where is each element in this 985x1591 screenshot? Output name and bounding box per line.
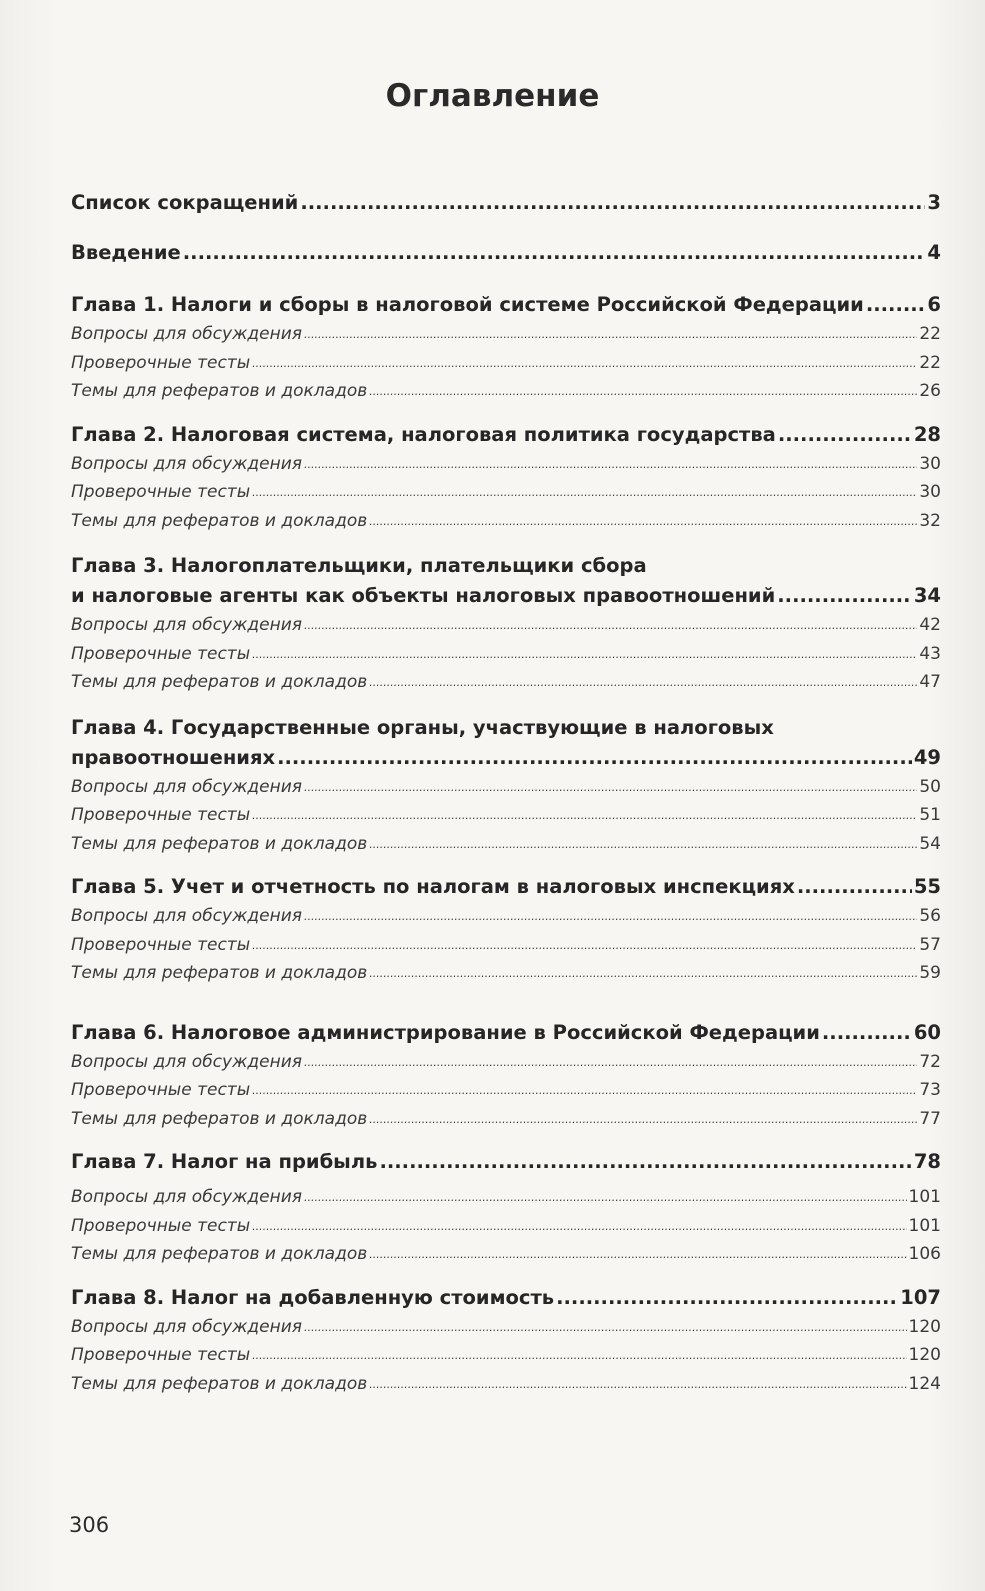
toc-subentry[interactable]: [71, 1212, 941, 1241]
toc-page-number: 6: [927, 293, 941, 316]
toc-page-number: 30: [919, 453, 941, 474]
toc-chapter-3[interactable]: [71, 551, 941, 611]
toc-subentry[interactable]: [71, 507, 941, 536]
toc-subentry[interactable]: [71, 1183, 941, 1212]
toc-subentry[interactable]: [71, 801, 941, 830]
toc-subentry[interactable]: [71, 640, 941, 669]
subentry-label: Проверочные тесты: [71, 1345, 251, 1365]
subentry-label: Темы для рефератов и докладов: [71, 672, 368, 692]
chapter-title: Глава 2. Налоговая система, налоговая политика государства: [71, 422, 776, 446]
subentry-label: Проверочные тесты: [71, 934, 251, 955]
dot-leader: [304, 1313, 907, 1342]
toc-subentry[interactable]: [71, 377, 941, 406]
dot-leader: [797, 872, 912, 902]
toc-page-number: 22: [919, 324, 941, 344]
subentry-label: Проверочные тесты: [71, 1080, 251, 1100]
chapter-title-line: правоотношениях: [71, 745, 276, 769]
dot-leader: [369, 668, 917, 697]
chapter-title-line: Глава 4. Государственные органы, участвующие в налоговых: [71, 715, 774, 739]
toc-subentry[interactable]: [71, 931, 941, 960]
subentry-label: Темы для рефератов и докладов: [71, 1244, 368, 1264]
toc-subentry[interactable]: [71, 902, 941, 931]
dot-leader: [252, 478, 917, 507]
toc-subentry[interactable]: [71, 1076, 941, 1105]
toc-subentry[interactable]: [71, 1105, 941, 1134]
toc-page-number: 55: [913, 875, 941, 898]
toc-page-number: 50: [919, 776, 941, 797]
dot-leader: [252, 1076, 917, 1105]
subentry-label: Проверочные тесты: [71, 805, 251, 825]
toc-page-number: 59: [919, 963, 941, 983]
toc-chapter-8[interactable]: [71, 1283, 941, 1313]
toc-page-number: 120: [908, 1345, 941, 1365]
toc-entry-introduction[interactable]: [71, 238, 941, 268]
dot-leader: [252, 1212, 906, 1241]
dot-leader: [369, 1370, 906, 1399]
toc-page-number: 49: [913, 745, 941, 769]
page-number: 306: [69, 1513, 110, 1537]
dot-leader: [778, 420, 912, 450]
dot-leader: [252, 1341, 906, 1370]
toc-chapter-5[interactable]: [71, 872, 941, 902]
toc-page-number: 101: [908, 1187, 941, 1207]
toc-page-number: 57: [919, 934, 941, 955]
chapter-title: Глава 6. Налоговое администрирование в Российской Федерации: [71, 1020, 820, 1044]
toc-page-number: 51: [919, 805, 941, 825]
dot-leader: [369, 830, 917, 859]
toc-entry-label: Введение: [71, 241, 181, 264]
subentry-label: Проверочные тесты: [71, 352, 251, 373]
toc-subentry[interactable]: [71, 1048, 941, 1077]
toc-subentry[interactable]: [71, 1341, 941, 1370]
dot-leader: [277, 743, 912, 773]
toc-page-number: 60: [913, 1020, 941, 1044]
chapter-title: Глава 1. Налоги и сборы в налоговой системе Российской Федерации: [71, 293, 864, 316]
toc-page-number: 28: [913, 422, 941, 446]
table-of-contents: [71, 188, 941, 1398]
toc-page-number: 124: [908, 1373, 941, 1394]
dot-leader: [304, 773, 917, 802]
toc-page-number: 26: [919, 381, 941, 401]
dot-leader: [252, 349, 917, 378]
dot-leader: [252, 640, 917, 669]
toc-subentry[interactable]: [71, 320, 941, 349]
toc-page-number: 54: [919, 833, 941, 854]
toc-chapter-4[interactable]: [71, 713, 941, 773]
dot-leader: [183, 238, 926, 268]
dot-leader: [304, 611, 917, 640]
subentry-label: Вопросы для обсуждения: [71, 453, 303, 474]
toc-page-number: 107: [900, 1285, 941, 1309]
chapter-title: Глава 5. Учет и отчетность по налогам в налоговых инспекциях: [71, 875, 795, 898]
toc-chapter-6[interactable]: [71, 1018, 941, 1048]
dot-leader: [252, 801, 917, 830]
toc-page-number: 72: [919, 1051, 941, 1072]
subentry-label: Темы для рефератов и докладов: [71, 833, 368, 854]
dot-leader: [304, 320, 917, 349]
dot-leader: [304, 902, 917, 931]
toc-page-number: 30: [919, 482, 941, 502]
toc-page-number: 3: [927, 191, 941, 214]
subentry-label: Вопросы для обсуждения: [71, 1316, 303, 1337]
subentry-label: Проверочные тесты: [71, 643, 251, 664]
subentry-label: Темы для рефератов и докладов: [71, 1373, 368, 1394]
toc-page-number: 47: [919, 672, 941, 692]
subentry-label: Вопросы для обсуждения: [71, 1187, 303, 1207]
toc-page-number: 56: [919, 906, 941, 926]
dot-leader: [379, 1147, 911, 1177]
toc-page-number: 120: [908, 1316, 941, 1337]
dot-leader: [556, 1283, 898, 1313]
page-title: Оглавление: [385, 78, 600, 114]
subentry-label: Вопросы для обсуждения: [71, 324, 303, 344]
dot-leader: [304, 450, 917, 479]
chapter-title: Глава 8. Налог на добавленную стоимость: [71, 1285, 555, 1309]
subentry-label: Темы для рефератов и докладов: [71, 510, 368, 531]
dot-leader: [369, 959, 917, 988]
toc-page-number: 22: [919, 352, 941, 373]
toc-page-number: 42: [919, 615, 941, 635]
toc-subentry[interactable]: [71, 1240, 941, 1269]
subentry-label: Проверочные тесты: [71, 1215, 251, 1236]
subentry-label: Вопросы для обсуждения: [71, 615, 303, 635]
toc-page-number: 73: [919, 1080, 941, 1100]
toc-subentry[interactable]: [71, 1313, 941, 1342]
toc-chapter-1[interactable]: [71, 290, 941, 320]
toc-subentry[interactable]: [71, 959, 941, 988]
toc-subentry[interactable]: [71, 773, 941, 802]
subentry-label: Проверочные тесты: [71, 482, 251, 502]
dot-leader: [822, 1018, 912, 1048]
dot-leader: [866, 290, 926, 320]
chapter-title: Глава 7. Налог на прибыль: [71, 1150, 378, 1173]
toc-page-number: 34: [913, 584, 941, 607]
toc-subentry[interactable]: [71, 478, 941, 507]
dot-leader: [369, 1240, 906, 1269]
toc-page-number: 101: [908, 1215, 941, 1236]
toc-entry-label: Список сокращений: [71, 191, 299, 214]
toc-page-number: 78: [913, 1150, 941, 1173]
dot-leader: [369, 1105, 917, 1134]
toc-entry-abbreviations[interactable]: [71, 188, 941, 218]
subentry-label: Вопросы для обсуждения: [71, 906, 303, 926]
subentry-label: Вопросы для обсуждения: [71, 776, 303, 797]
dot-leader: [777, 581, 912, 611]
toc-page-number: 43: [919, 643, 941, 664]
toc-subentry[interactable]: [71, 349, 941, 378]
toc-page-number: 32: [919, 510, 941, 531]
dot-leader: [252, 931, 917, 960]
toc-subentry[interactable]: [71, 830, 941, 859]
toc-page-number: 77: [919, 1108, 941, 1129]
toc-subentry[interactable]: [71, 611, 941, 640]
chapter-title-line: Глава 3. Налогоплательщики, плательщики сбора: [71, 554, 647, 577]
subentry-label: Темы для рефератов и докладов: [71, 963, 368, 983]
dot-leader: [369, 507, 917, 536]
dot-leader: [304, 1183, 907, 1212]
subentry-label: Темы для рефератов и докладов: [71, 1108, 368, 1129]
subentry-label: Темы для рефератов и докладов: [71, 381, 368, 401]
toc-page-number: 106: [908, 1244, 941, 1264]
chapter-title-line: и налоговые агенты как объекты налоговых правоотношений: [71, 584, 776, 607]
toc-subentry[interactable]: [71, 450, 941, 479]
dot-leader: [300, 188, 925, 218]
toc-chapter-2[interactable]: [71, 420, 941, 450]
toc-subentry[interactable]: [71, 1370, 941, 1399]
dot-leader: [304, 1048, 917, 1077]
toc-page-number: 4: [927, 241, 941, 264]
toc-chapter-7[interactable]: [71, 1147, 941, 1177]
toc-subentry[interactable]: [71, 668, 941, 697]
subentry-label: Вопросы для обсуждения: [71, 1051, 303, 1072]
dot-leader: [369, 377, 917, 406]
